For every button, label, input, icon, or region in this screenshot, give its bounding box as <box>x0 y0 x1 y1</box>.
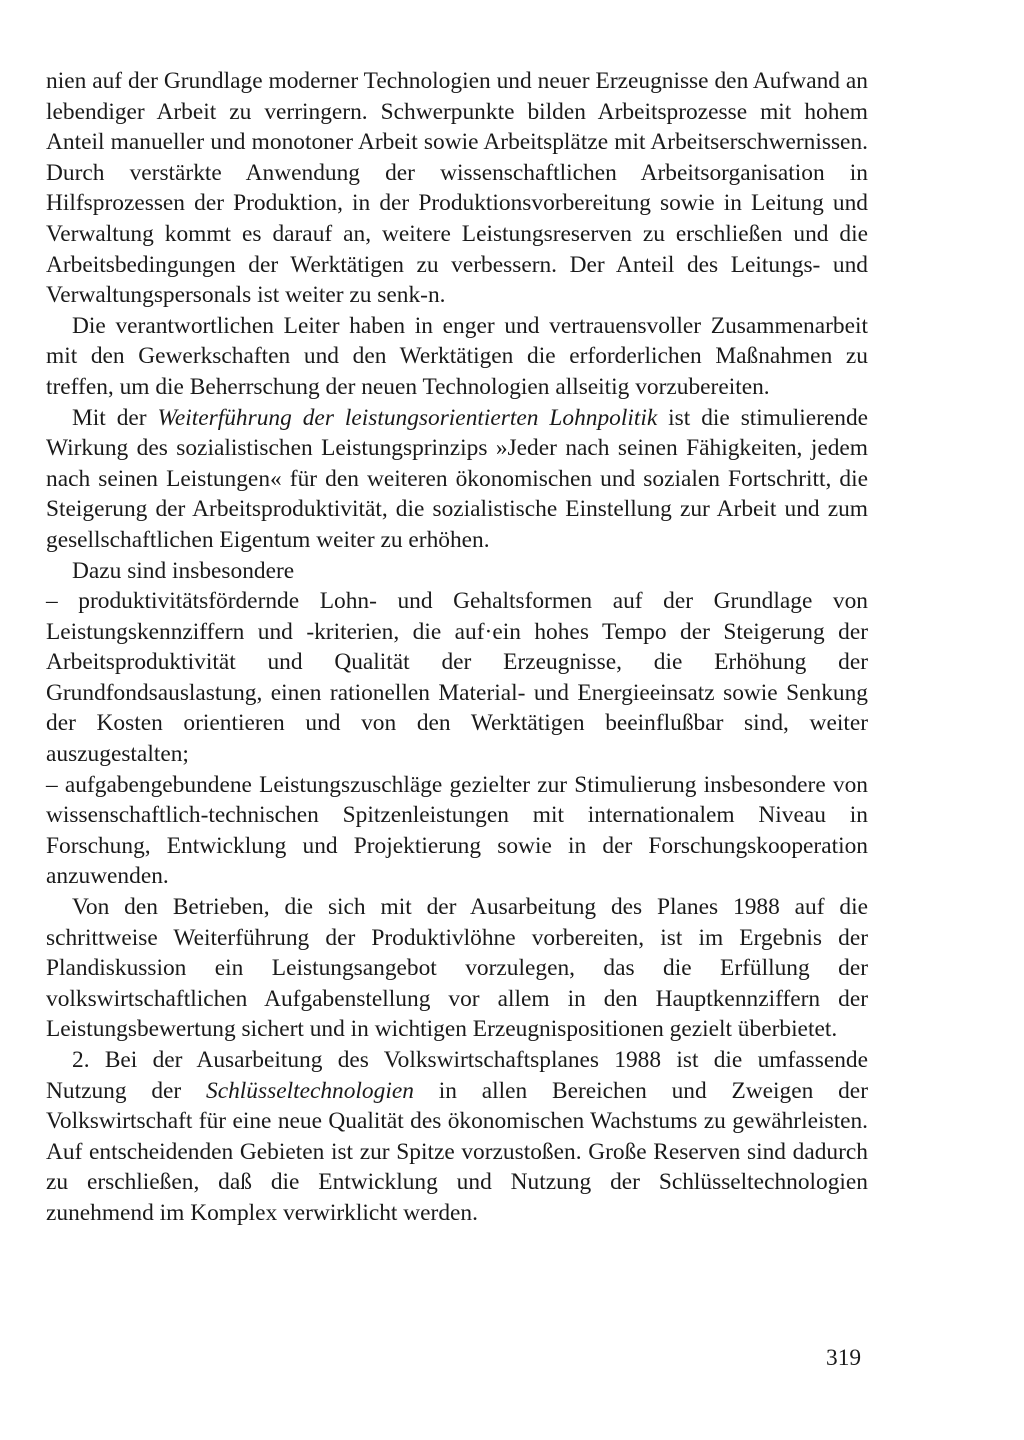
emphasis-lohnpolitik: Weiterführung der leistungsorientierten Lohnpolitik <box>157 404 658 431</box>
list-item-lohnformen: – produktivitätsfördernde Lohn- und Gehaltsformen auf der Grundlage von Leistungskennziffern und -kriterien, die auf·ein hohes Tempo der Steigerung der Arbeitsproduktivität und Qualität der Erzeugnisse, die Erhöhung der Grundfondsauslastung, einen rationellen Material- und Energieeinsatz sowie Senkung der Kosten orientieren und von den Werktätigen beeinflußbar sind, weiter auszugestalten; <box>46 588 868 768</box>
paragraph-lohnpolitik-rest: ist die stimulierende Wirkung des sozialistischen Leistungsprinzips »Jeder nach seinen Fähigkeiten, jedem nach seinen Leistungen« für den weiteren ökonomischen und sozialen Fortschritt, die Steigerung der Arbeitsproduktivität, die sozialistische Einstellung zur Arbeit und zum gesellschaftlichen Eigentum weiter zu erhöhen. <box>46 404 869 553</box>
paragraph-schluesseltechnologien <box>46 1045 868 1229</box>
paragraph-dazu: Dazu sind insbesondere <box>72 557 295 584</box>
paragraph-schluessel-start: 2. Bei der Ausarbeitung des Volkswirtschaftsplanes 1988 ist die umfassende Nutzung der <box>46 1047 868 1104</box>
paragraph-lohnpolitik-start: Mit der <box>72 404 158 431</box>
paragraph-continuation: nien auf der Grundlage moderner Technologien und neuer Erzeugnisse den Aufwand an lebendiger Arbeit zu verringern. Schwerpunkte bilden Arbeitsprozesse mit hohem Anteil manueller und monotoner Arbeit sowie Arbeitsplätze mit Arbeitserschwernissen. Durch verstärkte Anwendung der wissenschaftlichen Arbeitsorganisation in Hilfsprozessen der Produktion, in der Produktionsvorbereitung sowie in Leitung und Verwaltung kommt es darauf an, weitere Leistungsreserven zu erschließen und die Arbeitsbedingungen der Werktätigen zu verbessern. Der Anteil des Leitungs- und Verwaltungspersonals ist weiter zu senk-n. <box>46 68 868 309</box>
paragraph-schluessel-rest: in allen Bereichen und Zweigen der Volkswirtschaft für eine neue Qualität des ökonomischen Wachstums zu gewährleisten. Auf entscheidenden Gebieten ist zur Spitze vorzustoßen. Große Reserven sind dadurch zu erschließen, daß die Entwicklung und Nutzung der Schlüsseltechnologien zunehmend im Komplex verwirklicht werden. <box>46 1077 868 1226</box>
page-number: 319 <box>826 1345 862 1371</box>
document-body <box>46 66 868 1229</box>
emphasis-schluesseltechnologien: Schlüsseltechnologien <box>206 1077 414 1104</box>
paragraph-leiter: Die verantwortlichen Leiter haben in enger und vertrauensvoller Zusammenarbeit mit den Gewerkschaften und den Werktätigen die erforderlichen Maßnahmen zu treffen, um die Beherrschung der neuen Technologien allseitig vorzubereiten. <box>46 312 868 400</box>
paragraph-betriebe: Von den Betrieben, die sich mit der Ausarbeitung des Planes 1988 auf die schrittweise Weiterführung der Produktivlöhne vorbereiten, ist im Ergebnis der Plandiskussion ein Leistungsangebot vorzulegen, das die Erfüllung der volkswirtschaftlichen Aufgabenstellung vor allem in den Hauptkennziffern der Leistungsbewertung sichert und in wichtigen Erzeugnispositionen gezielt überbietet. <box>46 894 868 1043</box>
list-item-leistungszuschlaege: – aufgabengebundene Leistungszuschläge gezielter zur Stimulierung insbesondere von wissenschaftlich-technischen Spitzenleistungen mit internationalem Niveau in Forschung, Entwicklung und Projektierung sowie in der Forschungskooperation anzuwenden. <box>46 771 868 890</box>
paragraph-lohnpolitik <box>46 403 868 556</box>
